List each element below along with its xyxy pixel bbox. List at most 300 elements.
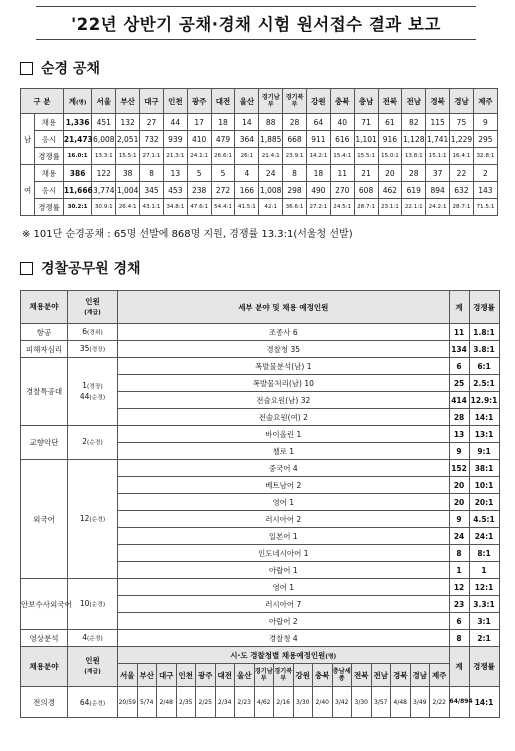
value-cell: 11	[330, 165, 354, 182]
value-cell: 939	[163, 131, 187, 148]
header-unit: (명)	[75, 99, 87, 106]
rank-label: (순경)	[89, 516, 106, 523]
field-cell: 교향악단	[21, 426, 68, 460]
value-cell: 22	[450, 165, 474, 182]
total-cell: 12	[449, 579, 469, 596]
page-title: '22년 상반기 공채·경채 시험 원서접수 결과 보고	[36, 6, 476, 40]
total-cell: 11	[449, 324, 469, 341]
table-row	[21, 687, 500, 718]
value-cell: 2/35	[176, 687, 196, 718]
section-title: 순경 공채	[41, 61, 100, 77]
total-cell: 8	[449, 545, 469, 562]
people-count: 35	[79, 343, 90, 353]
people-count: 12	[79, 513, 90, 523]
header-text: 계	[68, 96, 76, 106]
checkbox-square-icon	[20, 62, 33, 75]
total-cell: 20	[449, 494, 469, 511]
total-cell: 6	[449, 358, 469, 375]
detail-cell: 경찰청 4	[118, 630, 450, 647]
rate-cell: 12.9:1	[469, 392, 499, 409]
value-cell: 23.9:1	[283, 148, 307, 165]
rate-cell: 1	[469, 562, 499, 579]
value-cell: 15.4:1	[330, 148, 354, 165]
row-label-cell: 응시	[35, 182, 64, 199]
region-header-cell: 경북	[426, 89, 450, 114]
value-cell: 26.4:1	[116, 199, 140, 216]
total-cell: 23	[449, 596, 469, 613]
header-cell: 세부 분야 및 채용 예정인원	[118, 291, 450, 324]
footnote: ※ 101단 순경공채 : 65명 선발에 868명 지원, 경쟁률 13.3:1(서울청 선발)	[22, 229, 353, 240]
total-cell: 134	[449, 341, 469, 358]
value-cell: 38	[116, 165, 140, 182]
table-row	[21, 131, 498, 148]
value-cell: 27.2:1	[306, 199, 330, 216]
value-cell: 20/59	[118, 687, 138, 718]
rate-cell: 3.3:1	[469, 596, 499, 613]
value-cell: 15.1:1	[426, 148, 450, 165]
region-header-cell: 전남	[371, 664, 391, 687]
people-cell	[68, 460, 118, 579]
header-cell: 경쟁률	[469, 647, 499, 687]
row-label-cell: 응시	[35, 131, 64, 148]
region-header-cell: 대구	[157, 664, 177, 687]
value-cell: 3/57	[371, 687, 391, 718]
rate-cell: 20:1	[469, 494, 499, 511]
detail-cell: 러시아어 7	[118, 596, 450, 613]
value-cell: 27	[140, 114, 164, 131]
table-header-row	[21, 647, 500, 664]
region-header-cell: 광주	[187, 89, 211, 114]
gender-cell: 여	[21, 165, 35, 216]
region-header-cell: 제주	[473, 89, 497, 114]
value-cell: 1,741	[426, 131, 450, 148]
value-cell: 3/30	[293, 687, 313, 718]
value-cell: 364	[235, 131, 259, 148]
value-cell: 26.6:1	[211, 148, 235, 165]
people-count: 4	[82, 632, 88, 642]
header-cell: 채용분야	[21, 291, 68, 324]
detail-cell: 폭발물처리(남) 10	[118, 375, 450, 392]
value-cell: 14	[235, 114, 259, 131]
table-row	[21, 148, 498, 165]
value-cell: 17	[187, 114, 211, 131]
rate-cell: 38:1	[469, 460, 499, 477]
field-cell: 외국어	[21, 460, 68, 579]
people-count: 1	[82, 380, 88, 390]
rank-label: (경위)	[87, 329, 103, 336]
region-header-cell: 충북	[313, 664, 333, 687]
value-cell: 34.8:1	[163, 199, 187, 216]
value-cell: 24.5:1	[330, 199, 354, 216]
total-cell: 24	[449, 528, 469, 545]
value-cell: 82	[402, 114, 426, 131]
value-cell: 4/48	[391, 687, 411, 718]
rank-label: (순경)	[87, 635, 103, 642]
value-cell: 15.5:1	[354, 148, 378, 165]
region-header-cell: 충남세종	[332, 664, 352, 687]
value-cell: 54.4:1	[211, 199, 235, 216]
value-cell: 71	[354, 114, 378, 131]
region-header-cell: 경남	[410, 664, 430, 687]
value-cell: 13.8:1	[402, 148, 426, 165]
value-cell: 1,008	[259, 182, 283, 199]
rank-label: (순경)	[89, 700, 106, 707]
value-cell: 132	[116, 114, 140, 131]
value-cell: 386	[63, 165, 92, 182]
rate-cell: 24:1	[469, 528, 499, 545]
rate-cell: 10:1	[469, 477, 499, 494]
region-header-cell: 대전	[211, 89, 235, 114]
value-cell: 3/30	[352, 687, 372, 718]
rank-label: (경장)	[89, 346, 106, 353]
value-cell: 1,885	[259, 131, 283, 148]
region-header-cell: 경기남부	[254, 664, 274, 687]
rate-cell: 13:1	[469, 426, 499, 443]
total-cell: 64/894	[449, 687, 469, 718]
value-cell: 479	[211, 131, 235, 148]
total-cell: 6	[449, 613, 469, 630]
people-count: 6	[82, 326, 88, 336]
region-header-cell: 충북	[330, 89, 354, 114]
value-cell: 18	[211, 114, 235, 131]
total-cell: 20	[449, 477, 469, 494]
value-cell: 40	[330, 114, 354, 131]
value-cell: 608	[354, 182, 378, 199]
region-header-cell: 강원	[306, 89, 330, 114]
detail-cell: 영어 1	[118, 579, 450, 596]
rate-cell: 8:1	[469, 545, 499, 562]
table-row	[21, 460, 500, 477]
region-header-cell: 전남	[402, 89, 426, 114]
total-cell: 1	[449, 562, 469, 579]
value-cell: 21.3:1	[163, 148, 187, 165]
value-cell: 71.5:1	[473, 199, 497, 216]
value-cell: 2	[473, 165, 497, 182]
region-header-cell: 경기북부	[283, 89, 307, 114]
value-cell: 2/23	[235, 687, 255, 718]
people-cell	[68, 358, 118, 426]
total-cell: 8	[449, 630, 469, 647]
value-cell: 32.8:1	[473, 148, 497, 165]
rank-label: (순경)	[89, 601, 106, 608]
table-row	[21, 341, 500, 358]
total-cell: 25	[449, 375, 469, 392]
value-cell: 21.4:1	[259, 148, 283, 165]
people-count: 44	[79, 391, 90, 401]
value-cell: 5	[211, 165, 235, 182]
value-cell: 15.0:1	[378, 148, 402, 165]
table-header-row	[21, 291, 500, 324]
general-recruitment-table	[20, 88, 498, 216]
value-cell: 1,101	[354, 131, 378, 148]
field-cell: 안보수사외국어	[21, 579, 68, 630]
value-cell: 43.1:1	[140, 199, 164, 216]
region-header-cell: 경기북부	[274, 664, 294, 687]
table-row	[21, 579, 500, 596]
value-cell: 295	[473, 131, 497, 148]
detail-cell: 일본어 1	[118, 528, 450, 545]
rank-label: (순경)	[87, 440, 103, 446]
region-header-cell: 제주	[430, 664, 450, 687]
rate-cell: 14:1	[469, 409, 499, 426]
rank-label: (순경)	[89, 394, 106, 401]
people-cell	[68, 324, 118, 341]
detail-cell: 러시아어 2	[118, 511, 450, 528]
value-cell: 42:1	[259, 199, 283, 216]
header-cell	[118, 647, 450, 664]
value-cell: 143	[473, 182, 497, 199]
field-cell: 영상분석	[21, 630, 68, 647]
field-cell: 전의경	[21, 687, 68, 718]
region-header-cell: 서울	[92, 89, 116, 114]
value-cell: 451	[92, 114, 116, 131]
detail-cell: 영어 1	[118, 494, 450, 511]
table-row	[21, 182, 498, 199]
value-cell: 13.3:1	[92, 148, 116, 165]
value-cell: 2/34	[215, 687, 235, 718]
value-cell: 345	[140, 182, 164, 199]
checkbox-square-icon	[20, 262, 33, 275]
rate-cell: 12:1	[469, 579, 499, 596]
detail-cell: 중국어 4	[118, 460, 450, 477]
people-cell	[68, 630, 118, 647]
detail-cell: 아랍어 2	[118, 613, 450, 630]
value-cell: 632	[450, 182, 474, 199]
value-cell: 14.2:1	[306, 148, 330, 165]
region-header-cell: 인천	[176, 664, 196, 687]
people-cell	[68, 426, 118, 460]
detail-cell: 아랍어 1	[118, 562, 450, 579]
table-row	[21, 165, 498, 182]
rate-cell: 3.8:1	[469, 341, 499, 358]
region-header-cell: 경기남부	[259, 89, 283, 114]
table-row	[21, 199, 498, 216]
value-cell: 490	[306, 182, 330, 199]
region-header-cell: 전북	[378, 89, 402, 114]
region-header-cell: 울산	[235, 664, 255, 687]
value-cell: 2,051	[116, 131, 140, 148]
detail-cell: 인도네시아어 1	[118, 545, 450, 562]
detail-cell: 베트남어 2	[118, 477, 450, 494]
value-cell: 3/49	[410, 687, 430, 718]
table-row	[21, 358, 500, 375]
value-cell: 272	[211, 182, 235, 199]
value-cell: 9	[473, 114, 497, 131]
value-cell: 28	[283, 114, 307, 131]
region-header-cell: 대구	[140, 89, 164, 114]
value-cell: 2/16	[274, 687, 294, 718]
header-text: 시·도 경찰청별 채용예정인원	[230, 650, 326, 660]
region-header-cell: 전북	[352, 664, 372, 687]
value-cell: 5/74	[137, 687, 157, 718]
table-row	[21, 114, 498, 131]
total-cell: 13	[449, 426, 469, 443]
value-cell: 1,004	[116, 182, 140, 199]
value-cell: 22.1:1	[402, 199, 426, 216]
detail-cell: 전술요원(남) 32	[118, 392, 450, 409]
value-cell: 30.9:1	[92, 199, 116, 216]
region-header-cell: 충남	[354, 89, 378, 114]
section-heading-special	[20, 258, 141, 278]
value-cell: 36.6:1	[283, 199, 307, 216]
value-cell: 894	[426, 182, 450, 199]
value-cell: 3,774	[92, 182, 116, 199]
table-row	[21, 426, 500, 443]
value-cell: 21,473	[63, 131, 92, 148]
region-header-cell: 대전	[215, 664, 235, 687]
header-cell	[68, 647, 118, 687]
total-cell: 28	[449, 409, 469, 426]
people-count: 2	[82, 437, 88, 446]
table-row	[21, 630, 500, 647]
rate-cell: 9:1	[469, 443, 499, 460]
value-cell: 2/48	[157, 687, 177, 718]
value-cell: 26:1	[235, 148, 259, 165]
header-text: 인원	[85, 656, 100, 665]
value-cell: 911	[306, 131, 330, 148]
rate-cell: 2.5:1	[469, 375, 499, 392]
value-cell: 2/40	[313, 687, 333, 718]
value-cell: 270	[330, 182, 354, 199]
total-cell: 152	[449, 460, 469, 477]
value-cell: 37	[426, 165, 450, 182]
value-cell: 8	[283, 165, 307, 182]
row-label-cell: 경쟁률	[35, 199, 64, 216]
detail-cell: 폭발물분석(남) 1	[118, 358, 450, 375]
header-text: 인원	[85, 296, 100, 306]
value-cell: 21	[354, 165, 378, 182]
value-cell: 8	[140, 165, 164, 182]
region-header-cell: 울산	[235, 89, 259, 114]
header-cell: 경쟁률	[469, 291, 499, 324]
people-count: 64	[79, 697, 90, 707]
people-cell	[68, 687, 118, 718]
value-cell: 3/42	[332, 687, 352, 718]
value-cell: 15.5:1	[116, 148, 140, 165]
total-cell: 9	[449, 511, 469, 528]
value-cell: 619	[402, 182, 426, 199]
value-cell: 2/25	[196, 687, 216, 718]
value-cell: 47.6:1	[187, 199, 211, 216]
value-cell: 1,128	[402, 131, 426, 148]
value-cell: 28.7:1	[354, 199, 378, 216]
header-cell: 계	[449, 647, 469, 687]
value-cell: 122	[92, 165, 116, 182]
region-header-cell: 경북	[391, 664, 411, 687]
rate-cell: 2:1	[469, 630, 499, 647]
rate-cell: 6:1	[469, 358, 499, 375]
table-header-row	[21, 89, 498, 114]
rate-cell: 14:1	[469, 687, 499, 718]
field-cell: 경찰특공대	[21, 358, 68, 426]
value-cell: 616	[330, 131, 354, 148]
value-cell: 24.2:1	[426, 199, 450, 216]
value-cell: 88	[259, 114, 283, 131]
value-cell: 16.0:1	[63, 148, 92, 165]
value-cell: 462	[378, 182, 402, 199]
detail-cell: 전술요원(여) 2	[118, 409, 450, 426]
region-header-cell: 강원	[293, 664, 313, 687]
gender-cell: 남	[21, 114, 35, 165]
people-count: 10	[79, 598, 90, 608]
region-header-cell: 광주	[196, 664, 216, 687]
value-cell: 16.4:1	[450, 148, 474, 165]
value-cell: 2/22	[430, 687, 450, 718]
table-row	[21, 324, 500, 341]
value-cell: 4	[235, 165, 259, 182]
value-cell: 11,666	[63, 182, 92, 199]
value-cell: 24	[259, 165, 283, 182]
row-label-cell: 채용	[35, 165, 64, 182]
detail-cell: 경찰청 35	[118, 341, 450, 358]
value-cell: 410	[187, 131, 211, 148]
rate-cell: 3:1	[469, 613, 499, 630]
value-cell: 732	[140, 131, 164, 148]
header-cell	[63, 89, 92, 114]
value-cell: 28.7:1	[450, 199, 474, 216]
value-cell: 61	[378, 114, 402, 131]
header-unit: (계급)	[84, 309, 101, 316]
total-cell: 414	[449, 392, 469, 409]
value-cell: 916	[378, 131, 402, 148]
value-cell: 4/62	[254, 687, 274, 718]
value-cell: 44	[163, 114, 187, 131]
region-header-cell: 부산	[116, 89, 140, 114]
value-cell: 1,336	[63, 114, 92, 131]
header-unit: (명)	[325, 653, 337, 660]
value-cell: 453	[163, 182, 187, 199]
value-cell: 13	[163, 165, 187, 182]
value-cell: 41.5:1	[235, 199, 259, 216]
value-cell: 298	[283, 182, 307, 199]
header-cell: 계	[449, 291, 469, 324]
value-cell: 6,008	[92, 131, 116, 148]
rate-cell: 1.8:1	[469, 324, 499, 341]
value-cell: 238	[187, 182, 211, 199]
value-cell: 23.1:1	[378, 199, 402, 216]
value-cell: 1,229	[450, 131, 474, 148]
detail-cell: 첼로 1	[118, 443, 450, 460]
value-cell: 166	[235, 182, 259, 199]
section-heading-general	[20, 58, 100, 78]
value-cell: 30.2:1	[63, 199, 92, 216]
value-cell: 75	[450, 114, 474, 131]
value-cell: 5	[187, 165, 211, 182]
rate-cell: 4.5:1	[469, 511, 499, 528]
value-cell: 24.1:1	[187, 148, 211, 165]
value-cell: 28	[402, 165, 426, 182]
value-cell: 115	[426, 114, 450, 131]
region-header-cell: 부산	[137, 664, 157, 687]
row-label-cell: 채용	[35, 114, 64, 131]
detail-cell: 바이올린 1	[118, 426, 450, 443]
header-cell: 구 분	[21, 89, 64, 114]
total-cell: 9	[449, 443, 469, 460]
value-cell: 668	[283, 131, 307, 148]
detail-cell: 조종사 6	[118, 324, 450, 341]
region-header-cell: 인천	[163, 89, 187, 114]
header-unit: (계급)	[84, 669, 101, 675]
rank-label: (경장)	[87, 383, 103, 390]
section-title: 경찰공무원 경채	[41, 261, 141, 277]
special-recruitment-table	[20, 290, 500, 718]
value-cell: 27.1:1	[140, 148, 164, 165]
field-cell: 항공	[21, 324, 68, 341]
value-cell: 64	[306, 114, 330, 131]
row-label-cell: 경쟁률	[35, 148, 64, 165]
field-cell: 피해자심리	[21, 341, 68, 358]
header-cell: 채용분야	[21, 647, 68, 687]
